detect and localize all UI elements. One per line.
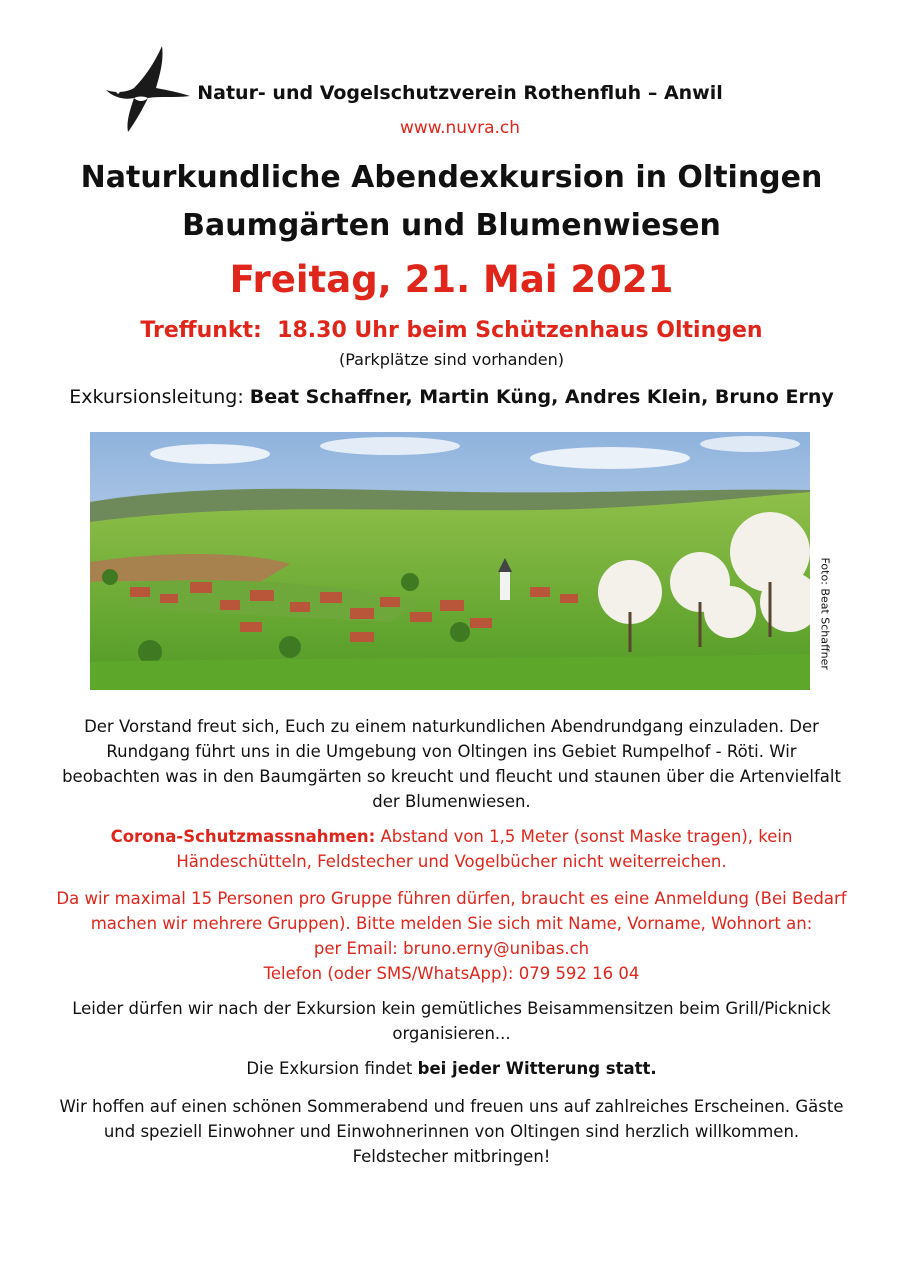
event-date: Freitag, 21. Mai 2021 [229, 258, 674, 301]
leadership-names: Beat Schaffner, Martin Küng, Andres Klein, Bruno Erny [249, 386, 834, 408]
closing-paragraph: Wir hoffen auf einen schönen Sommerabend und freuen uns auf zahlreiches Erscheinen. Gäste und speziell Einwohner und Einwohnerinnen von Oltingen sind herzlich willkommen. Feldstecher mitbringen! [59, 1097, 844, 1166]
landscape-photo [90, 432, 810, 690]
weather-emphasis: bei jeder Witterung statt. [417, 1059, 657, 1078]
page-title: Naturkundliche Abendexkursion in Oltingen [80, 160, 823, 195]
website-link[interactable]: www.nuvra.ch [399, 118, 521, 138]
organization-name: Natur- und Vogelschutzverein Rothenfluh – Anwil [197, 82, 723, 104]
weather-note [55, 1056, 848, 1081]
contact-email[interactable]: per Email: bruno.erny@unibas.ch [313, 939, 590, 958]
registration-text: Da wir maximal 15 Personen pro Gruppe führen dürfen, braucht es eine Anmeldung (Bei Bedarf machen wir mehrere Gruppen). Bitte melden Sie sich mit Name, Vorname, Wohnort an: [56, 889, 847, 933]
leadership-label: Exkursionsleitung: [69, 386, 244, 408]
contact-phone: Telefon (oder SMS/WhatsApp): 079 592 16 04 [263, 964, 640, 983]
registration-info [55, 886, 848, 986]
weather-prefix: Die Exkursion findet [246, 1059, 418, 1078]
corona-measures [55, 824, 848, 874]
meeting-point: Treffunkt: 18.30 Uhr beim Schützenhaus Oltingen [140, 318, 763, 343]
page-subtitle: Baumgärten und Blumenwiesen [182, 208, 721, 243]
photo-credit: Foto: Beat Schaffner [818, 557, 832, 670]
corona-text: Abstand von 1,5 Meter (sonst Maske tragen), kein Händeschütteln, Feldstecher und Vogelbücher nicht weiterreichen. [176, 827, 793, 871]
no-grill-note: Leider dürfen wir nach der Exkursion kein gemütliches Beisammensitzen beim Grill/Picknick organisieren... [72, 999, 831, 1043]
intro-paragraph: Der Vorstand freut sich, Euch zu einem naturkundlichen Abendrundgang einzuladen. Der Rundgang führt uns in die Umgebung von Oltingen ins Gebiet Rumpelhof - Röti. Wir beobachten was in den Baumgärten so kreucht und fleucht und staunen über die Artenvielfalt der Blumenwiesen. [62, 717, 841, 811]
excursion-leadership [0, 386, 903, 408]
corona-label: Corona-Schutzmassnahmen: [110, 827, 376, 846]
parking-note: (Parkplätze sind vorhanden) [338, 350, 564, 369]
